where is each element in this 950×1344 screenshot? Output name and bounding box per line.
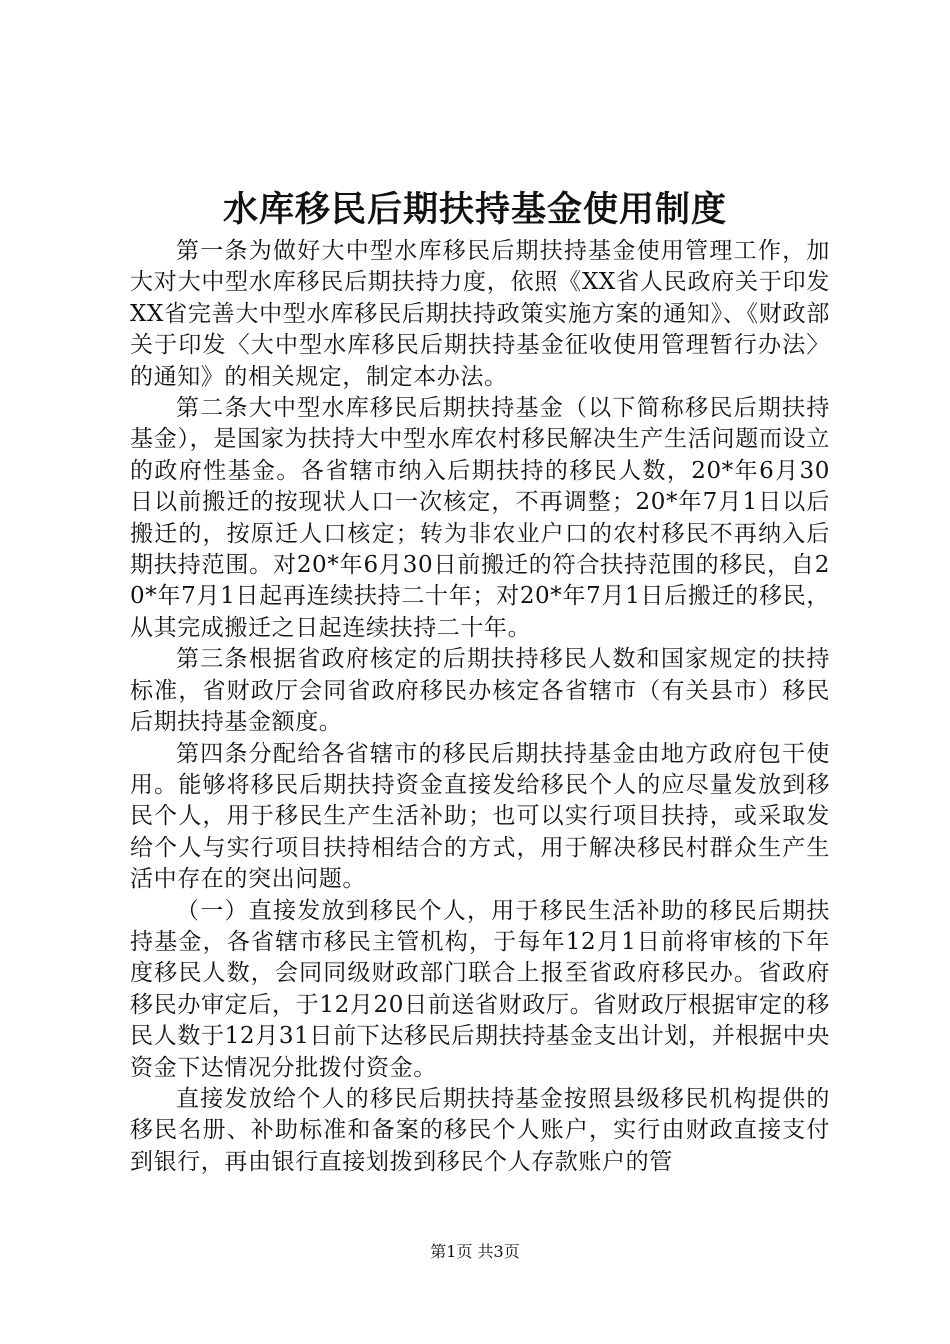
paragraph-item-1: （一）直接发放到移民个人，用于移民生活补助的移民后期扶持基金，各省辖市移民主管机构，于每年12月1日前将审核的下年度移民人数，会同同级财政部门联合上报至省政府移民办。省政府移民办审定后，于12月20日前送省财政厅。省财政厅根据审定的移民人数于12月31日前下达移民后期扶持基金支出计划，并根据中央资金下达情况分批拨付资金。 <box>130 897 830 1081</box>
paragraph-article-4: 第四条分配给各省辖市的移民后期扶持基金由地方政府包干使用。能够将移民后期扶持资金直接发给移民个人的应尽量发放到移民个人，用于移民生产生活补助；也可以实行项目扶持，或采取发给个人与实行项目扶持相结合的方式，用于解决移民村群众生产生活中存在的突出问题。 <box>130 740 830 893</box>
page-number-footer: 第1页 共3页 <box>430 1242 520 1261</box>
document-title: 水库移民后期扶持基金使用制度 <box>222 189 727 230</box>
paragraph-article-2: 第二条大中型水库移民后期扶持基金（以下简称移民后期扶持基金），是国家为扶持大中型水库农村移民解决生产生活问题而设立的政府性基金。各省辖市纳入后期扶持的移民人数，20*年6月30日以前搬迁的按现状人口一次核定，不再调整；20*年7月1日以后搬迁的，按原迁人口核定；转为非农业户口的农村移民不再纳入后期扶持范围。对20*年6月30日前搬迁的符合扶持范围的移民，自20*年7月1日起再连续扶持二十年；对20*年7月1日后搬迁的移民，从其完成搬迁之日起连续扶持二十年。 <box>130 395 830 641</box>
paragraph-article-1: 第一条为做好大中型水库移民后期扶持基金使用管理工作，加大对大中型水库移民后期扶持力度，依照《XX省人民政府关于印发XX省完善大中型水库移民后期扶持政策实施方案的通知》、《财政部关于印发〈大中型水库移民后期扶持基金征收使用管理暂行办法〉的通知》的相关规定，制定本办法。 <box>130 238 830 390</box>
document-body <box>130 236 830 1178</box>
paragraph-article-3: 第三条根据省政府核定的后期扶持移民人数和国家规定的扶持标准，省财政厅会同省政府移民办核定各省辖市（有关县市）移民后期扶持基金额度。 <box>130 646 830 736</box>
paragraph-direct-payment: 直接发放给个人的移民后期扶持基金按照县级移民机构提供的移民名册、补助标准和备案的移民个人账户，实行由财政直接支付到银行，再由银行直接划拨到移民个人存款账户的管 <box>130 1085 830 1175</box>
